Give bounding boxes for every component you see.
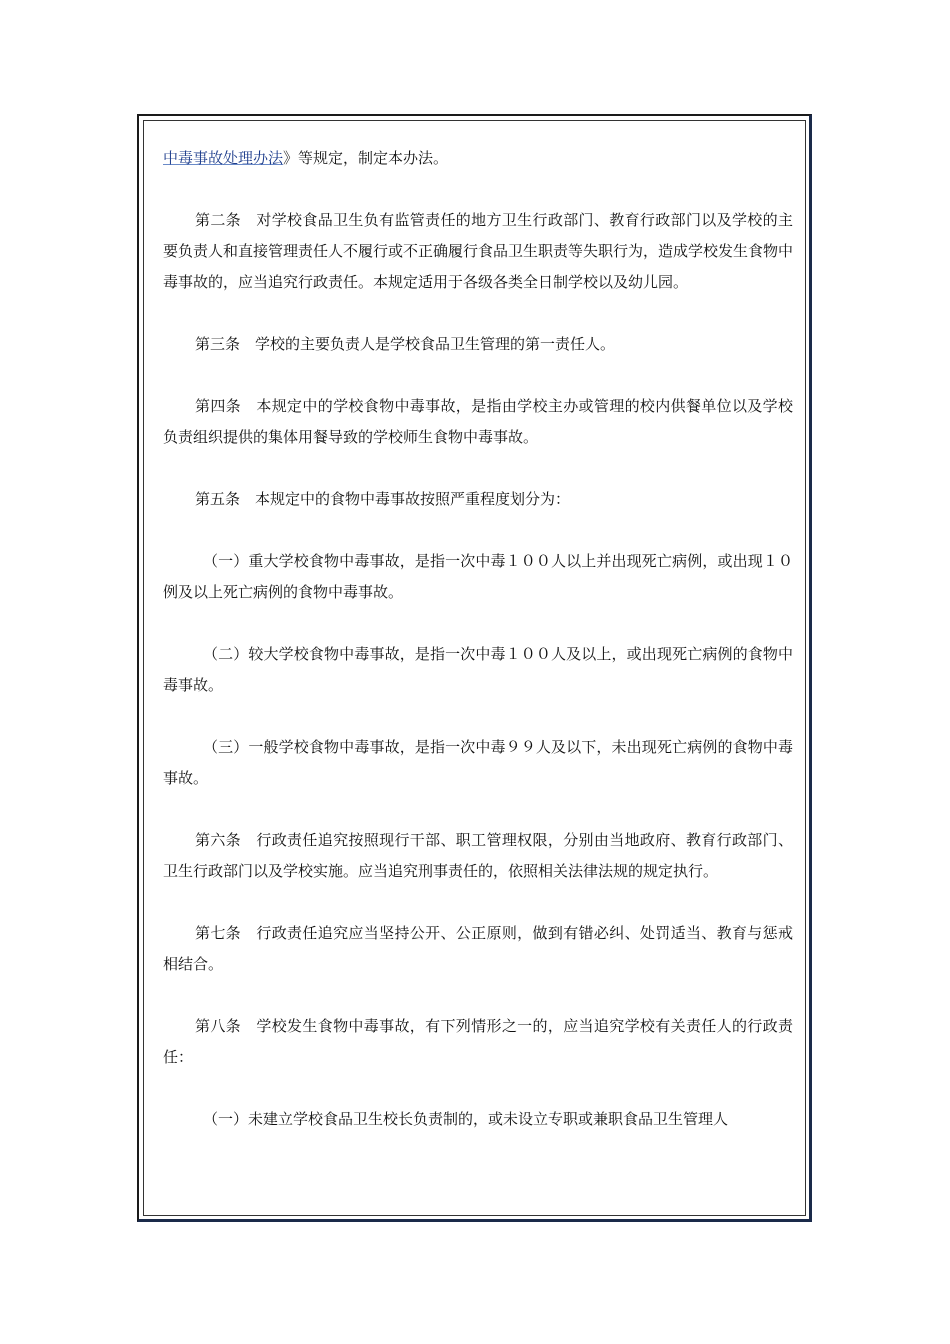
article-5-item-3: （三）一般学校食物中毒事故，是指一次中毒９９人及以下，未出现死亡病例的食物中毒事故。 [163,738,793,787]
article-6: 第六条 行政责任追究按照现行干部、职工管理权限，分别由当地政府、教育行政部门、卫生行政部门以及学校实施。应当追究刑事责任的，依照相关法律法规的规定执行。 [163,831,793,880]
article-8-item-1: （一）未建立学校食品卫生校长负责制的，或未设立专职或兼职食品卫生管理人 [203,1110,729,1128]
intro-rest: 》等规定，制定本办法。 [283,149,449,167]
article-5: 第五条 本规定中的食物中毒事故按照严重程度划分为： [195,490,571,508]
article-7: 第七条 行政责任追究应当坚持公开、公正原则，做到有错必纠、处罚适当、教育与惩戒相结合。 [163,924,793,973]
article-8: 第八条 学校发生食物中毒事故，有下列情形之一的，应当追究学校有关责任人的行政责任： [163,1017,793,1066]
document-body [163,143,793,1135]
regulation-link[interactable]: 中毒事故处理办法 [163,149,284,167]
intro-line [163,143,793,174]
article-5-item-1: （一）重大学校食物中毒事故，是指一次中毒１００人以上并出现死亡病例，或出现１０例及以上死亡病例的食物中毒事故。 [163,552,793,601]
article-4: 第四条 本规定中的学校食物中毒事故，是指由学校主办或管理的校内供餐单位以及学校负责组织提供的集体用餐导致的学校师生食物中毒事故。 [163,397,793,446]
article-3: 第三条 学校的主要负责人是学校食品卫生管理的第一责任人。 [195,335,616,353]
article-5-item-2: （二）较大学校食物中毒事故，是指一次中毒１００人及以上，或出现死亡病例的食物中毒事故。 [163,645,793,694]
article-2: 第二条 对学校食品卫生负有监管责任的地方卫生行政部门、教育行政部门以及学校的主要负责人和直接管理责任人不履行或不正确履行食品卫生职责等失职行为，造成学校发生食物中毒事故的，应当追究行政责任。本规定适用于各级各类全日制学校以及幼儿园。 [163,211,794,291]
